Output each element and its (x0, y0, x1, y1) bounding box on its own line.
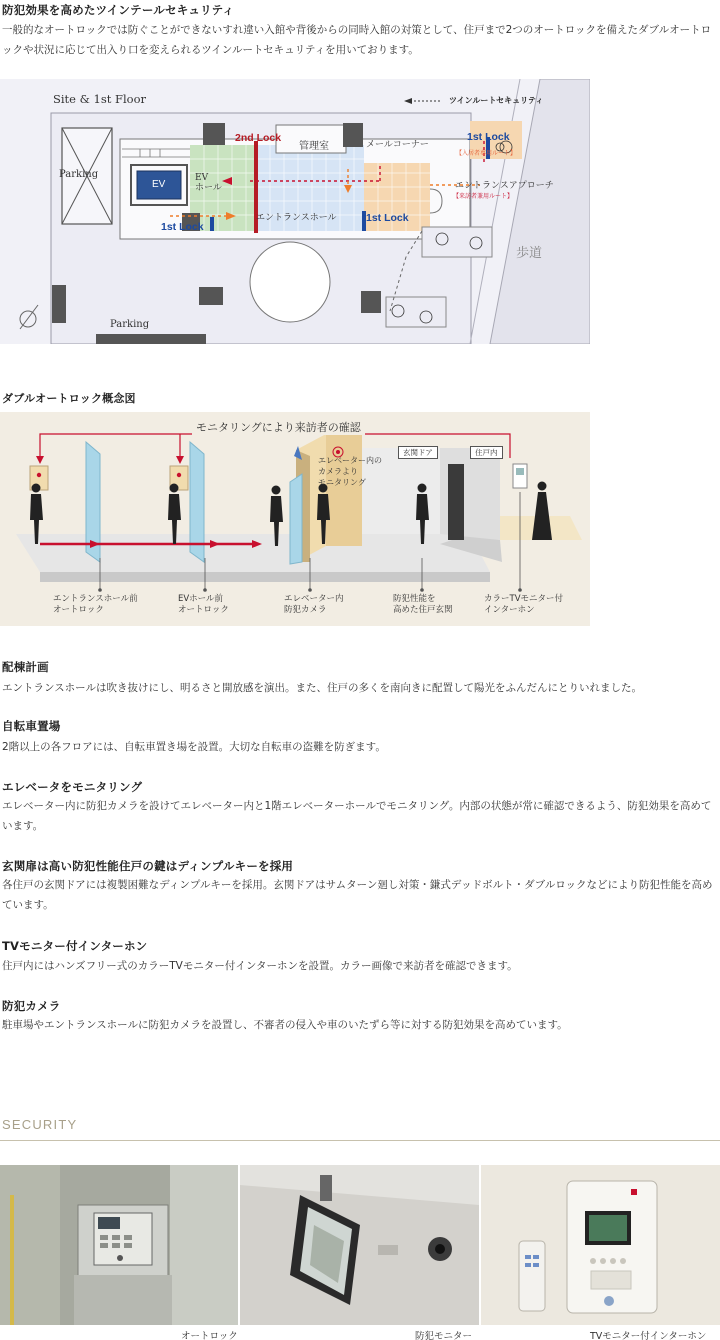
caption-entrance-autolock: エントランスホール前 オートロック (53, 594, 138, 615)
section-heading: 配棟計画 (2, 660, 49, 674)
parking-bottom-label: Parking (110, 319, 150, 330)
resident-route-note: 【入居者専用ルート】 (456, 150, 517, 157)
management-room-label: 管理室 (299, 141, 329, 152)
section-heading: エレベータをモニタリング (2, 780, 143, 794)
visitor-route-note: 【来訪者兼用ルート】 (453, 193, 514, 200)
first-lock-top-label: 1st Lock (467, 131, 510, 143)
section-body: 駐車場やエントランスホールに防犯カメラを設置し、不審者の侵入や車のいたずら等に対する防犯効果を高めています。 (2, 1019, 568, 1031)
security-divider (0, 1140, 720, 1141)
intercom-photo (481, 1165, 720, 1325)
entrance-approach-label: エントランスアプローチ (455, 181, 554, 191)
photo-caption: オートロック (181, 1331, 238, 1340)
entrance-hall-label: エントランスホール (256, 213, 337, 223)
double-autolock-diagram (0, 412, 590, 626)
elevator-camera-note: エレベーター内の カメラより モニタリング (318, 456, 382, 487)
caption-ev-autolock: EVホール前 オートロック (178, 594, 229, 615)
first-lock-left-label: 1st Lock (161, 221, 204, 233)
mail-corner-label: メールコーナー (366, 140, 429, 150)
caption-intercom: カラーTVモニター付 インターホン (484, 594, 564, 615)
floor-plan (0, 79, 590, 344)
autolock-panel-photo (0, 1165, 238, 1325)
photo-caption: 防犯モニター (415, 1331, 473, 1340)
section-heading: 玄関扉は高い防犯性能住戸の鍵はディンプルキーを採用 (2, 859, 294, 873)
concept-title: ダブルオートロック概念図 (2, 392, 136, 405)
section-body: 各住戸の玄関ドアには複製困難なディンプルキーを採用。玄関ドアはサムターン廻し対策・鎌式デッドボルト・ダブルロックなどにより防犯性能を高めています。 (2, 879, 713, 911)
sidewalk-label: 歩道 (516, 246, 543, 261)
intro-title: 防犯効果を高めたツインテールセキュリティ (2, 3, 235, 17)
second-lock-label: 2nd Lock (235, 132, 282, 144)
section-body: エレベーター内に防犯カメラを設けてエレベーター内と1階エレベーターホールでモニタリング。内部の状態が常に確認できるよう、防犯効果を高めています。 (2, 800, 712, 832)
section-body: 住戸内にはハンズフリー式のカラーTVモニター付インターホンを設置。カラー画像で来訪者を確認できます。 (2, 960, 518, 972)
intro-body: 一般的なオートロックでは防ぐことができないすれ違い入館や背後からの同時入館の対策として、住戸まで2つのオートロックを備えたダブルオートロックや状況に応じて出入り口を変えられるツインルートセキュリティを用いております。 (2, 24, 712, 56)
door-tag: 玄関ドア (398, 446, 438, 459)
first-lock-mid-label: 1st Lock (366, 212, 409, 224)
floor-plan-title: Site & 1st Floor (53, 92, 147, 106)
section-body: 2階以上の各フロアには、自転車置き場を設置。大切な自転車の盗難を防ぎます。 (2, 741, 386, 753)
monitoring-label: モニタリングにより来訪者の確認 (192, 419, 365, 435)
ev-label: EV (152, 179, 166, 190)
section-body: エントランスホールは吹き抜けにし、明るさと開放感を演出。また、住戸の多くを南向きに配置して陽光をふんだんにとりいれました。 (2, 682, 642, 694)
route-legend: ツインルートセキュリティ (449, 96, 544, 105)
section-heading: 自転車置場 (2, 719, 61, 733)
photo-caption: TVモニター付インターホン (590, 1331, 707, 1340)
parking-left-label: Parking (59, 169, 99, 180)
security-title: SECURITY (2, 1117, 78, 1132)
section-heading: TVモニター付インターホン (2, 939, 148, 953)
caption-elevator-camera: エレベーター内 防犯カメラ (284, 594, 344, 615)
section-heading: 防犯カメラ (2, 999, 61, 1013)
ev-hall-label: EV ホール (195, 173, 222, 193)
unit-tag: 住戸内 (470, 446, 503, 459)
caption-unit-entrance: 防犯性能を 高めた住戸玄関 (393, 594, 453, 615)
security-monitor-photo (240, 1165, 479, 1325)
